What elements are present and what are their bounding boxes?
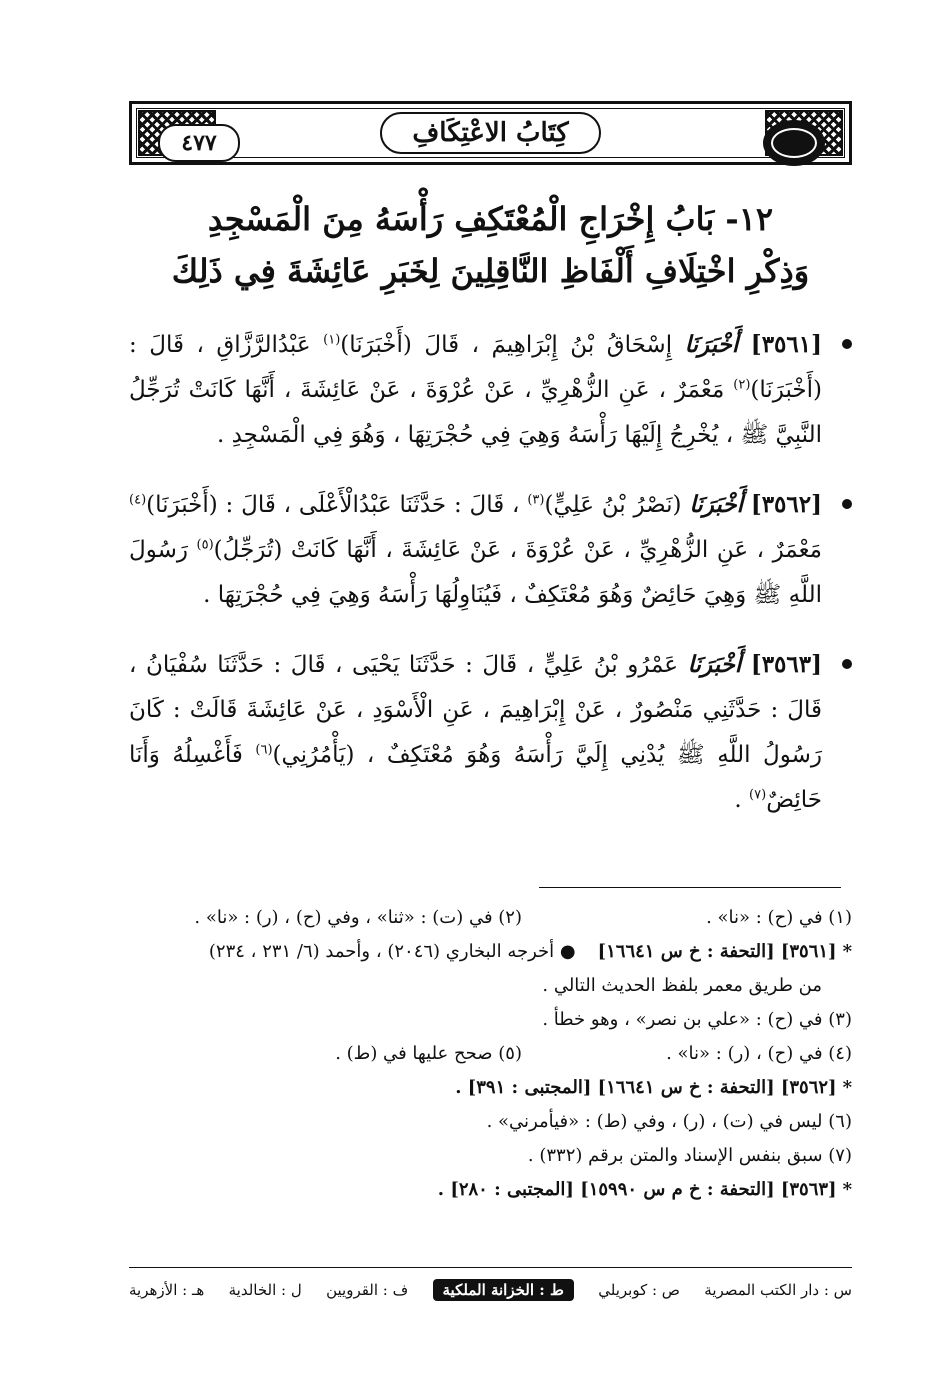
legend-item: ص : كوبريلي [598,1281,680,1299]
footnote-divider [539,887,841,888]
legend-item-highlighted: ط : الخزانة الملكية [433,1279,574,1301]
footnote-ref: (٧) [749,787,767,803]
hadith-list [129,322,852,847]
hadith-3563 [129,642,852,823]
footnote-5: (٥) صحح عليها في (ط) . [335,1043,522,1064]
takhrij-text: ● أخرجه البخاري (٢٠٤٦) ، وأحمد (٦/ ٢٣١ ، ٢٣٤) [208,941,576,962]
asterisk-icon: * [842,1077,852,1098]
legend-item: س : دار الكتب المصرية [704,1281,852,1299]
hadith-number: [٣٥٦٣] [750,651,823,678]
footnote-2: (٢) في (ت) : «ثنا» ، وفي (ح) ، (ر) : «نا» . [194,907,522,928]
akhbarana-word: أَخْبَرَنَا [684,331,739,358]
footnote-ref: (٥) [196,537,214,553]
page-header [129,101,852,165]
manuscript-legend [129,1275,852,1305]
legend-item: ل : الخالدية [228,1281,302,1299]
footnote-ref: (٢) [733,377,751,393]
footnote-ref: (٣) [527,492,545,508]
footnote-1: (١) في (ح) : «نا» . [706,907,852,928]
footnote-7: (٧) سبق بنفس الإسناد والمتن برقم (٣٣٢) . [527,1145,852,1166]
footnote-line [129,935,852,969]
book-title-frame [228,111,753,155]
footnote-line [129,1037,852,1071]
book-title: كِتَابُ الاعْتِكَافِ [380,112,600,154]
footnote-line [129,1173,852,1207]
bullet-icon [842,659,852,669]
hadith-text: فَأَغْسِلُهُ وَأَنَا حَائِضٌ [129,742,822,813]
footnote-line [129,1071,852,1105]
footnote-line [129,1003,852,1037]
footnote-line [129,1139,852,1173]
footnote-4: (٤) في (ح) ، (ر) : «نا» . [666,1043,852,1064]
footnote-line [129,901,852,935]
left-ornament [138,110,216,156]
hadith-text: مَعْمَرٌ ، عَنِ الزُّهْرِيِّ ، عَنْ عُرْوَةَ ، عَنْ عَائِشَةَ ، أَنَّهَا كَانَتْ تُرَجِّلُ النَّبِيَّ ﷺ ، يُخْرِجُ إِلَيْهَا رَأْسَهُ وَهِيَ فِي حُجْرَتِهَا ، وَهُوَ فِي الْمَسْجِدِ . [129,377,822,448]
footnote-ref: (٤) [129,492,147,508]
asterisk-icon: * [842,941,852,962]
footnote-line [129,969,852,1003]
book-seal-icon [763,120,825,166]
chapter-heading-line-1: ١٢- بَابُ إِخْرَاجِ الْمُعْتَكِفِ رَأْسَهُ مِنَ الْمَسْجِدِ [207,200,774,238]
hadith-text: عَبْدُالرَّزَّاقِ ، قَالَ : (أَخْبَرَنَا) [129,332,823,403]
akhbarana-word: أَخْبَرَنَا [689,491,743,518]
footnote-6: (٦) ليس في (ت) ، (ر) ، وفي (ط) : «فيأمرني» . [486,1111,852,1132]
footnote-line [129,1105,852,1139]
hadith-3562 [129,482,852,618]
hadith-3561 [129,322,852,458]
hadith-text: مَعْمَرٌ ، عَنِ الزُّهْرِيِّ ، عَنْ عُرْوَةَ ، عَنْ عَائِشَةَ ، أَنَّهَا كَانَتْ (تُرَجِّلُ) [213,537,822,563]
tuhfa-ref: [٣٥٦١] [التحفة : خ س ١٦٦٤١] [597,941,837,962]
bullet-icon [842,339,852,349]
footnote-3: (٣) في (ح) : «علي بن نصر» ، وهو خطأ . [542,1009,852,1030]
chapter-heading-line-2: وَذِكْرِ اخْتِلَافِ أَلْفَاظِ النَّاقِلِينَ لِخَبَرِ عَائِشَةَ فِي ذَلِكَ [171,252,810,290]
hadith-number: [٣٥٦٢] [750,491,823,518]
hadith-text: عَمْرُو بْنُ عَلِيٍّ ، قَالَ : حَدَّثَنَا يَحْيَى ، قَالَ : حَدَّثَنَا سُفْيَانُ ، قَالَ : حَدَّثَنِي مَنْصُورٌ ، عَنْ إِبْرَاهِيمَ ، عَنِ الْأَسْوَدِ ، عَنْ عَائِشَةَ قَالَتْ : كَانَ رَسُولُ اللَّهِ ﷺ يُدْنِي إِلَيَّ رَأْسَهُ وَهُوَ مُعْتَكِفٌ ، (يَأْمُرُنِي) [129,652,822,768]
right-ornament [765,110,843,156]
hadith-text: إِسْحَاقُ بْنُ إِبْرَاهِيمَ ، قَالَ (أَخْبَرَنَا) [340,332,673,358]
hadith-text: رَسُولَ اللَّهِ ﷺ وَهِيَ حَائِضٌ وَهُوَ مُعْتَكِفٌ ، فَيُنَاوِلُهَا رَأْسَهُ وَهِيَ فِي حُجْرَتِهَا . [129,537,822,608]
legend-divider [129,1267,852,1268]
tuhfa-ref: [٣٥٦٢] [التحفة : خ س ١٦٦٤١] [المجتبى : ٣٩١] . [455,1077,837,1098]
legend-item: هـ : الأزهرية [129,1281,205,1299]
page-number: ٤٧٧ [158,124,240,162]
hadith-number: [٣٥٦١] [750,331,822,358]
hadith-text: (نَصْرُ بْنُ عَلِيٍّ) [544,492,682,518]
footnote-ref: (١) [323,332,341,348]
akhbarana-word: أَخْبَرَنَا [687,651,742,678]
tuhfa-ref: [٣٥٦٣] [التحفة : خ م س ١٥٩٩٠] [المجتبى : ٢٨٠] . [437,1179,837,1200]
hadith-text: ، قَالَ : حَدَّثَنَا عَبْدُالْأَعْلَى ، قَالَ : (أَخْبَرَنَا) [146,492,520,518]
chapter-heading [129,193,852,297]
bullet-icon [842,499,852,509]
legend-item: ف : القرويين [326,1281,409,1299]
footnotes [129,901,852,1207]
takhrij-continuation: من طريق معمر بلفظ الحديث التالي . [542,975,822,996]
asterisk-icon: * [842,1179,852,1200]
footnote-ref: (٦) [255,742,273,758]
hadith-text: . [734,787,742,813]
